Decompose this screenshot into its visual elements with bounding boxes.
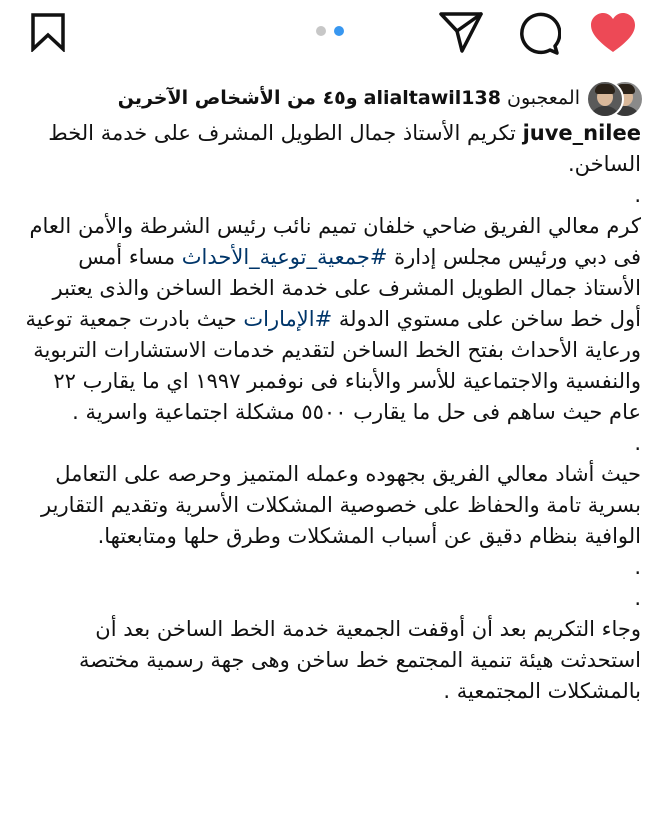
likes-others-link[interactable]: و٤٥ من الأشخاص الآخرين [117, 87, 358, 109]
post-action-bar [0, 0, 659, 70]
caption-paragraph-1 [17, 211, 641, 428]
caption-separator: . [634, 183, 641, 207]
caption-title [17, 118, 641, 180]
avatar[interactable] [586, 80, 624, 118]
heart-filled-icon[interactable] [589, 12, 637, 54]
liker-avatars [588, 78, 644, 118]
caption-text: مساء أمس الأستاذ جمال الطويل المشرف على خدمة الخط الساخن والذى يعتبر أول خط ساخن على مستوي الدولة [52, 245, 641, 331]
caption-text: كرم معالي الفريق ضاحي خلفان تميم نائب رئيس الشرطة والأمن العام فى دبي ورئيس مجلس إدارة [29, 214, 641, 269]
caption-separator: . [634, 431, 641, 455]
caption-separator: . [634, 586, 641, 610]
likes-summary [44, 76, 644, 120]
caption-paragraph-2: حيث أشاد معالي الفريق بجهوده وعمله المتميز وحرصه على التعامل بسرية تامة والحفاظ على خصوصية المشكلات الأسرية وتقديم التقارير الوافية بنظام دقيق عن أسباب المشكلات وطرق حلها ومتابعتها. [41, 462, 641, 548]
likes-prefix: المعجبون [507, 87, 580, 109]
hashtag-link[interactable]: #الإمارات [243, 307, 333, 331]
caption-text: حيث بادرت جمعية توعية ورعاية الأحداث بفتح الخط الساخن لتقديم خدمات الاستشارات التربوية والنفسية والاجتماعية للأسر والأبناء فى نوفمبر ١٩٩٧ اي ما يقارب ٢٢ عام حيث ساهم فى حل ما يقارب ٥٥٠٠ مشكلة اجتماعية واسرية . [25, 307, 641, 424]
caption-paragraph-3: وجاء التكريم بعد أن أوقفت الجمعية خدمة الخط الساخن بعد أن استحدثت هيئة تنمية المجتمع خط ساخن وهى جهة رسمية مختصة بالمشكلات المجتمعية . [79, 617, 641, 703]
caption-title-text: تكريم الأستاذ جمال الطويل المشرف على خدمة الخط الساخن. [48, 121, 641, 176]
bookmark-icon[interactable] [30, 12, 66, 52]
hashtag-link[interactable]: #جمعية_توعية_الأحداث [181, 245, 388, 269]
liker-username-link[interactable]: alialtawil138 [363, 87, 501, 109]
carousel-dot [316, 26, 326, 36]
carousel-indicator [316, 26, 346, 38]
likes-text [118, 87, 580, 109]
post-caption [17, 118, 641, 707]
comment-icon[interactable] [515, 10, 561, 56]
carousel-dot-active [334, 26, 344, 36]
caption-separator: . [634, 555, 641, 579]
caption-username-link[interactable]: juve_nilee [522, 121, 641, 145]
send-icon[interactable] [438, 10, 484, 54]
